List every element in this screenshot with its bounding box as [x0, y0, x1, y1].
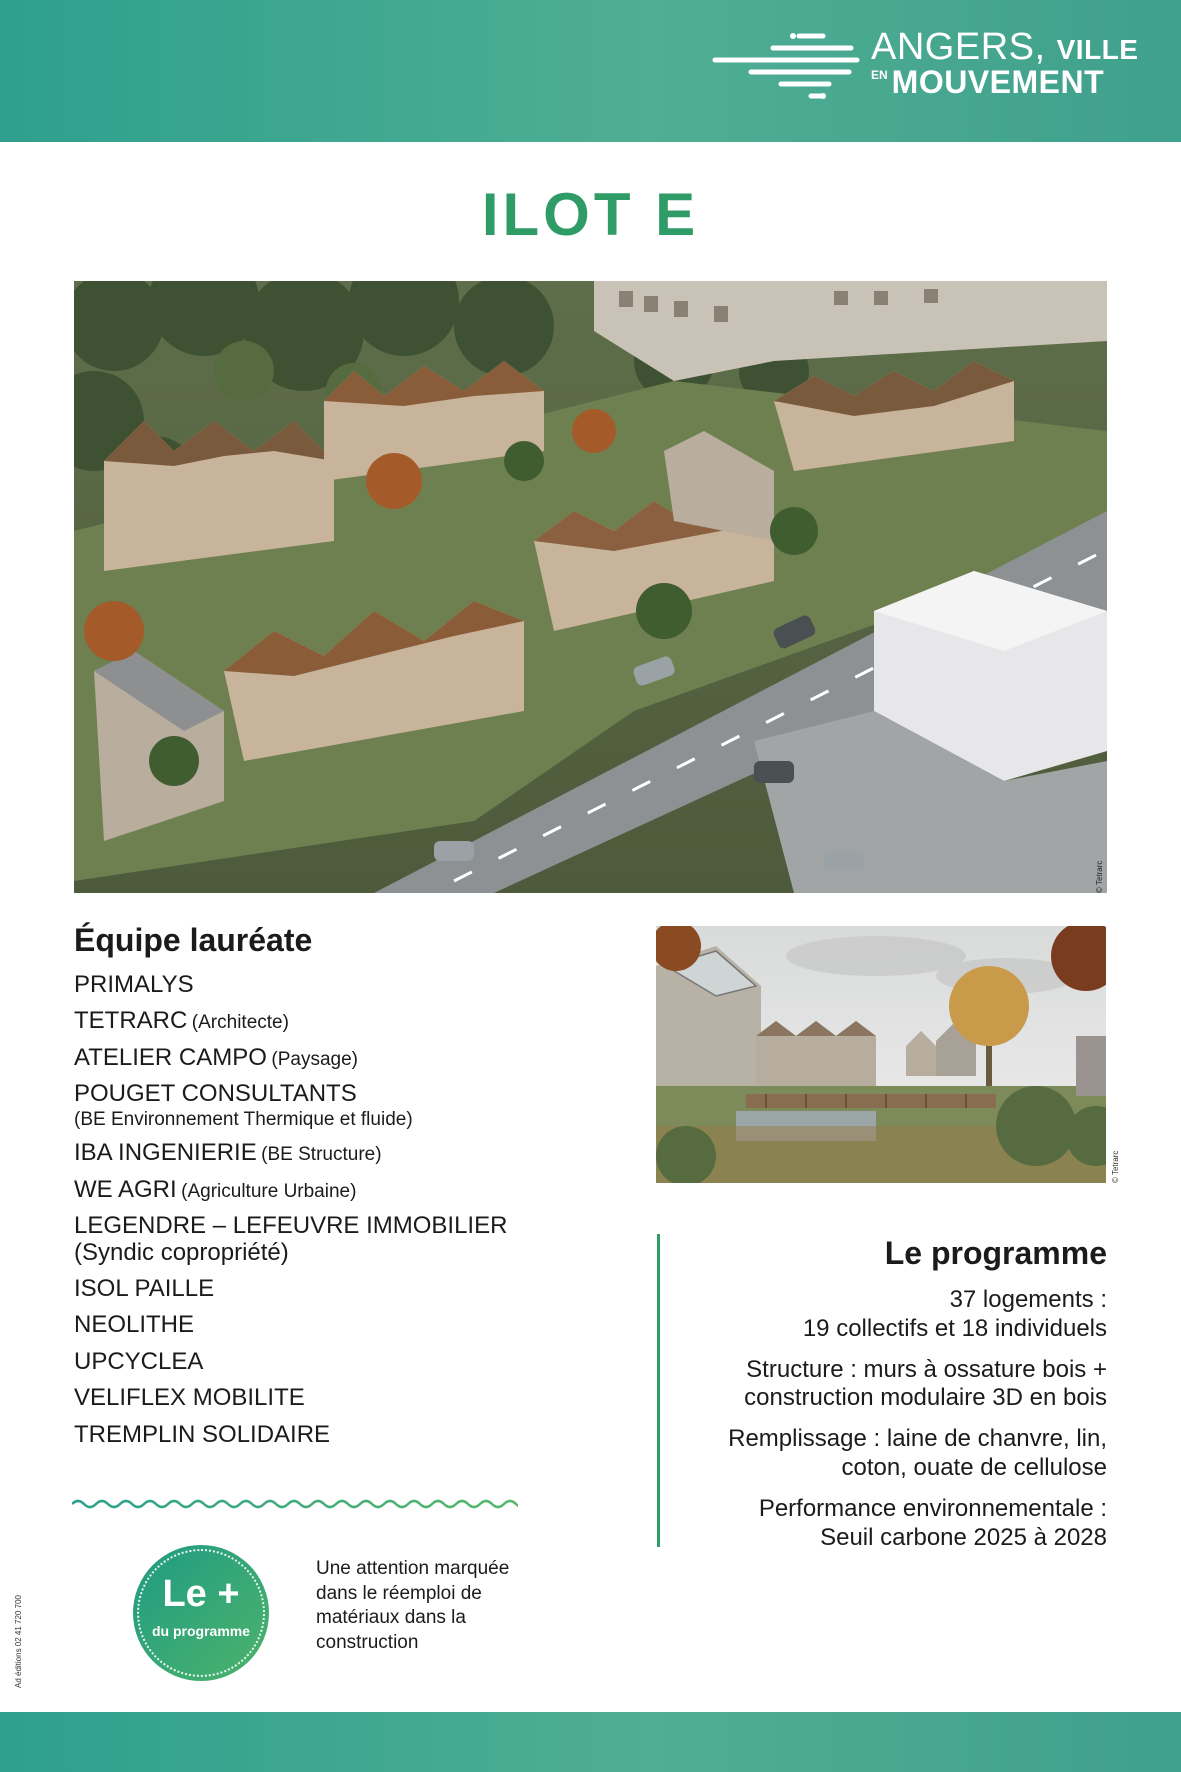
team-member: PRIMALYS — [74, 971, 194, 998]
programme-item: Performance environnementale : Seuil carbone 2025 à 2028 — [758, 1494, 1107, 1551]
logo-wordmark — [871, 28, 1138, 98]
garden-render-image — [656, 926, 1106, 1183]
team-member: POUGET CONSULTANTS (BE Environnement Thermique et fluide) — [74, 1080, 413, 1130]
team-title: Équipe lauréate — [74, 922, 313, 958]
speed-lines-icon — [711, 30, 861, 102]
aerial-render-illustration — [74, 281, 1107, 893]
team-member: ISOL PAILLE — [74, 1275, 215, 1303]
team-member: TETRARC (Architecte) — [74, 1007, 289, 1035]
logo-ville: VILLE — [1056, 34, 1139, 65]
team-member: TREMPLIN SOLIDAIRE — [74, 1420, 331, 1448]
team-member: WE AGRI (Agriculture Urbaine) — [74, 1175, 357, 1203]
team-list — [74, 972, 594, 1458]
programme-block — [677, 1235, 1107, 1564]
programme-item: Remplissage : laine de chanvre, lin, coton, ouate de cellulose — [728, 1425, 1107, 1481]
badge-le-plus: Le + — [162, 1573, 240, 1615]
aerial-render-image — [74, 281, 1107, 893]
plus-badge — [133, 1545, 269, 1681]
badge-subtitle: du programme — [151, 1623, 250, 1639]
logo-mouvement: MOUVEMENT — [891, 64, 1105, 100]
logo-en: EN — [871, 68, 888, 82]
team-member: NEOLITHE — [74, 1311, 195, 1339]
logo-angers: ANGERS, — [871, 26, 1046, 68]
header-bar — [0, 0, 1181, 142]
team-member: ATELIER CAMPO (Paysage) — [74, 1043, 358, 1071]
programme-title: Le programme — [884, 1235, 1107, 1271]
programme-rule — [657, 1234, 660, 1547]
programme-item: 37 logements : 19 collectifs et 18 individuels — [802, 1286, 1107, 1342]
angers-logo — [711, 26, 1151, 106]
main-photo-credit: © Tetrarc — [1095, 860, 1104, 893]
footer-bar — [0, 1712, 1181, 1772]
team-member: LEGENDRE – LEFEUVRE IMMOBILIER (Syndic copropriété) — [74, 1212, 508, 1266]
wave-divider — [72, 1496, 518, 1512]
programme-item: Structure : murs à ossature bois + construction modulaire 3D en bois — [744, 1355, 1107, 1412]
printer-credit: Ad éditions 02 41 720 700 — [14, 1595, 23, 1688]
team-member: IBA INGENIERIE (BE Structure) — [74, 1139, 382, 1167]
garden-render-illustration — [656, 926, 1106, 1183]
second-photo-credit: © Tetrarc — [1111, 1150, 1120, 1183]
page-title: ILOT E — [481, 181, 700, 248]
team-member: VELIFLEX MOBILITE — [74, 1384, 305, 1412]
team-member: UPCYCLEA — [74, 1347, 204, 1375]
plus-description: Une attention marquée dans le réemploi de matériaux dans la construction — [316, 1558, 510, 1654]
